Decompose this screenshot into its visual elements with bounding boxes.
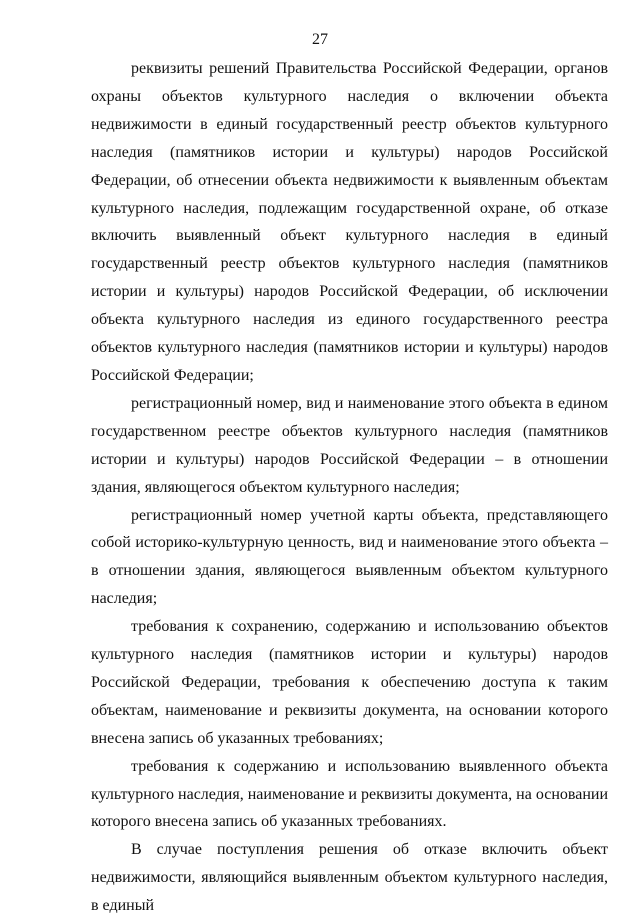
paragraph-preservation-requirements: требования к сохранению, содержанию и использованию объектов культурного наследия (памятников истории и культуры) народов Российской Федерации, требования к обеспечению доступа к таким объектам, наименование и реквизиты документа, на основании которого внесена запись об указанных требованиях; xyxy=(91,618,608,747)
paragraph-maintenance-requirements: требования к содержанию и использованию выявленного объекта культурного наследия, наименование и реквизиты документа, на основании которого внесена запись об указанных требованиях. xyxy=(91,757,609,831)
paragraph-refusal-case: В случае поступления решения об отказе включить объект недвижимости, являющийся выявленным объектом культурного наследия, в единый xyxy=(91,841,608,915)
paragraph-account-card-number: регистрационный номер учетной карты объекта, представляющего собой историко-культурную ценность, вид и наименование этого объекта – в отношении здания, являющегося выявленным объектом культурного наследия; xyxy=(91,506,608,608)
document-body xyxy=(91,55,608,920)
page-number: 27 xyxy=(312,31,328,48)
paragraph-requisites-decisions: реквизиты решений Правительства Российской Федерации, органов охраны объектов культурного наследия о включении объекта недвижимости в единый государственный реестр объектов культурного наследия (памятников истории и культуры) народов Российской Федерации, об отнесении объекта недвижимости к выявленным объектам культурного наследия, подлежащим государственной охране, об отказе включить выявленный объект культурного наследия в единый государственный реестр объектов культурного наследия (памятников истории и культуры) народов Российской Федерации, об исключении объекта культурного наследия из единого государственного реестра объектов культурного наследия (памятников истории и культуры) народов Российской Федерации; xyxy=(91,60,608,384)
paragraph-registration-number: регистрационный номер, вид и наименование этого объекта в едином государственном реестре объектов культурного наследия (памятников истории и культуры) народов Российской Федерации – в отношении здания, являющегося объектом культурного наследия; xyxy=(91,394,608,496)
